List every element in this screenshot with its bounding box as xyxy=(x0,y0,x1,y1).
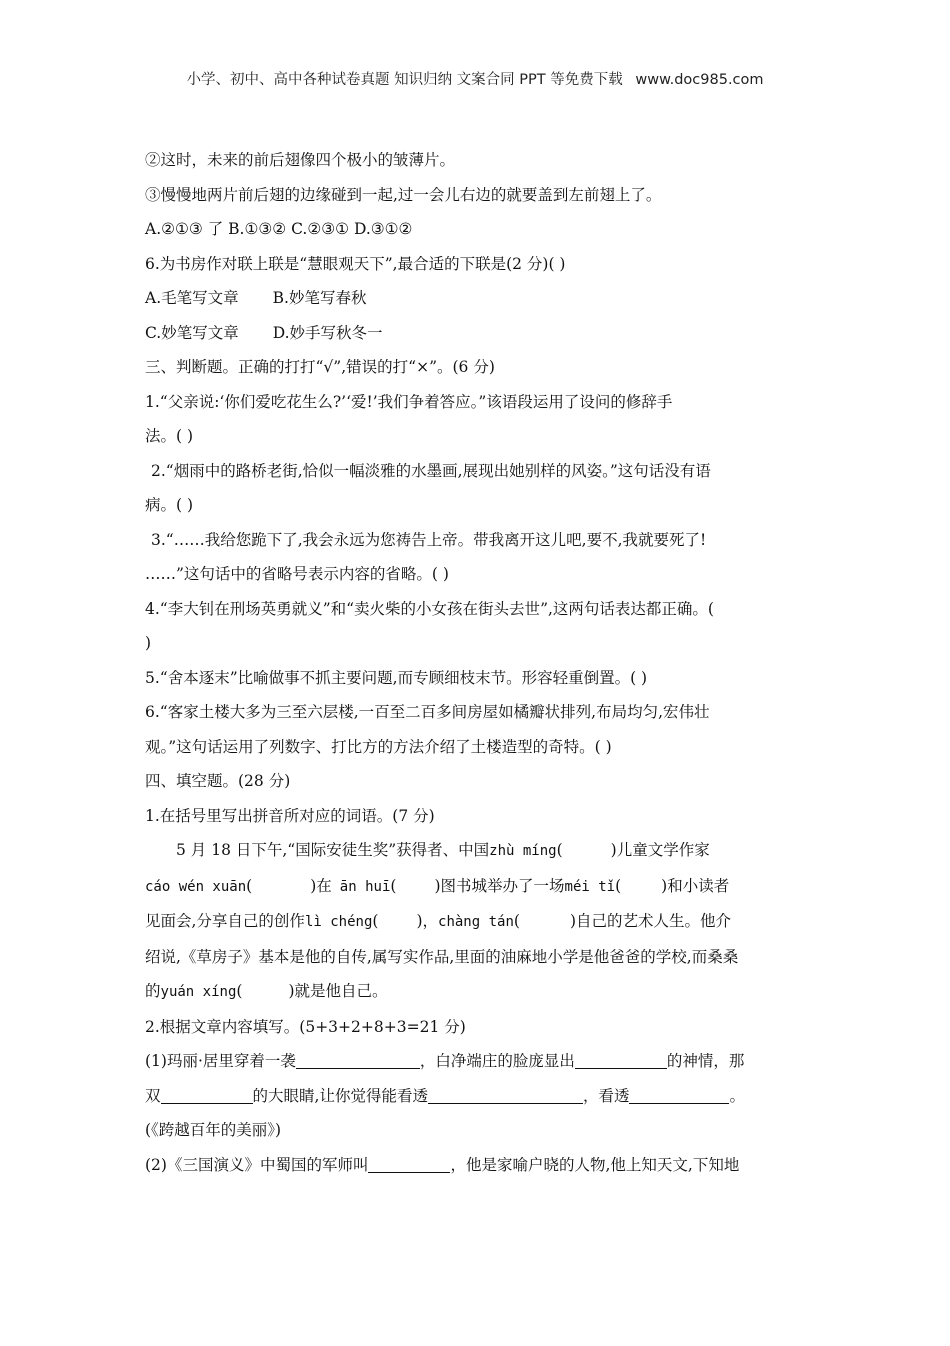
pinyin-paragraph-line: 见面会,分享自己的创作lì chéng( )，chàng tán( )自己的艺术人生。他介 xyxy=(145,904,810,940)
header-title: 小学、初中、高中各种试卷真题 知识归纳 文案合同 PPT 等免费下载 xyxy=(186,72,623,88)
fill-question-title: 2.根据文章内容填写。(5+3+2+8+3=21 分) xyxy=(145,1017,466,1036)
choice-b: B.妙笔写春秋 xyxy=(272,289,367,307)
section-3-heading: 三、判断题。正确的打打“√”,错误的打“×”。(6 分) xyxy=(145,358,495,376)
option-line: ③慢慢地两片前后翅的边缘碰到一起,过一会儿右边的就要盖到左前翅上了。 xyxy=(145,185,662,204)
fill-blank-line: (2)《三国演义》中蜀国的军师叫 ，他是家喻户晓的人物,他上知天文,下知地 xyxy=(145,1155,740,1174)
question-6: 6.为书房作对联上联是“慧眼观天下”,最合适的下联是(2 分)( ) xyxy=(145,254,566,273)
choice-c: C.妙笔写文章 xyxy=(145,323,239,342)
judge-question: ……”这句话中的省略号表示内容的省略。( ) xyxy=(145,565,449,583)
answer-paren[interactable]: ( ) xyxy=(236,982,295,1000)
pinyin-caowenxuan: cáo wén xuān xyxy=(145,878,247,895)
judge-question: 观。”这句话运用了列数字、打比方的方法介绍了土楼造型的奇特。( ) xyxy=(145,737,612,756)
choice-line xyxy=(145,316,810,351)
judge-question: 2.“烟雨中的路桥老街,恰似一幅淡雅的水墨画,展现出她别样的风姿。”这句话没有语 xyxy=(151,461,711,480)
choice-line xyxy=(145,281,810,316)
answer-paren[interactable]: ( ) xyxy=(372,912,423,930)
judge-question: 5.“舍本逐末”比喻做事不抓主要问题,而专顾细枝末节。形容轻重倒置。( ) xyxy=(145,668,648,687)
pinyin-yuanxing: yuán xíng xyxy=(160,984,237,1000)
answer-blank[interactable] xyxy=(368,1156,450,1173)
pinyin-meiti: méi tǐ xyxy=(564,878,616,895)
section-4-heading: 四、填空题。(28 分) xyxy=(145,772,291,790)
answer-paren[interactable]: ( ) xyxy=(615,876,668,895)
judge-question: 法。( ) xyxy=(145,427,194,445)
pinyin-anhui: ān huī xyxy=(339,878,391,895)
header-url[interactable]: www.doc985.com xyxy=(635,72,764,88)
source-note: (《跨越百年的美丽》) xyxy=(145,1121,282,1139)
pinyin-licheng: lì chéng xyxy=(304,914,373,930)
judge-question: ) xyxy=(145,634,152,652)
pinyin-paragraph-line: 的yuán xíng( )就是他自己。 xyxy=(145,974,810,1010)
answer-paren[interactable]: ( ) xyxy=(513,912,576,930)
answer-blank[interactable] xyxy=(428,1087,583,1104)
answer-paren[interactable]: ( ) xyxy=(390,876,441,895)
answer-blank[interactable] xyxy=(296,1052,420,1069)
judge-question: 4.“李大钊在刑场英勇就义”和“卖火柴的小女孩在街头去世”,这两句话表达都正确。( xyxy=(145,599,714,618)
answer-paren[interactable]: ( ) xyxy=(246,876,317,895)
choice-a: A.毛笔写文章 xyxy=(145,289,239,307)
judge-question: 6.“客家土楼大多为三至六层楼,一百至二百多间房屋如橘瓣状排列,布局均匀,宏伟壮 xyxy=(145,703,710,721)
exam-content xyxy=(145,143,810,1182)
judge-question: 病。( ) xyxy=(145,496,194,514)
judge-question: 1.“父亲说:‘你们爱吃花生么?’‘爱!’我们争着答应。”该语段运用了设问的修辞手 xyxy=(145,392,673,411)
answer-blank[interactable] xyxy=(161,1087,253,1104)
pinyin-paragraph-line: 5 月 18 日下午,“国际安徒生奖”获得者、中国zhù míng( )儿童文学作家 xyxy=(145,833,810,869)
fill-question-title: 1.在括号里写出拼音所对应的词语。(7 分) xyxy=(145,806,435,825)
pinyin-paragraph-line: 绍说,《草房子》基本是他的自传,属写实作品,里面的油麻地小学是他爸爸的学校,而桑桑 xyxy=(145,947,739,966)
answer-blank[interactable] xyxy=(575,1052,667,1069)
answer-paren[interactable]: ( ) xyxy=(556,841,617,859)
choice-d: D.妙手写秋冬一 xyxy=(272,323,383,342)
fill-blank-line: (1)玛丽·居里穿着一袭 ，白净端庄的脸庞显出 的神情，那 xyxy=(145,1052,745,1070)
pinyin-zhuming: zhù míng xyxy=(489,843,557,859)
answer-blank[interactable] xyxy=(629,1087,729,1104)
pinyin-paragraph-line: cáo wén xuān( )在 ān huī( )图书城举办了一场méi tǐ( )和小读者 xyxy=(145,869,810,905)
choice-line: A.②①③ 了 B.①③② C.②③① D.③①② xyxy=(145,220,413,238)
pinyin-changtan: chàng tán xyxy=(438,914,514,930)
page-header xyxy=(0,68,950,89)
fill-blank-line: 双 的大眼睛,让你觉得能看透 ，看透 。 xyxy=(145,1086,745,1105)
option-line: ②这时，未来的前后翅像四个极小的皱薄片。 xyxy=(145,151,456,169)
judge-question: 3.“……我给您跪下了,我会永远为您祷告上帝。带我离开这儿吧,要不,我就要死了! xyxy=(151,530,707,549)
